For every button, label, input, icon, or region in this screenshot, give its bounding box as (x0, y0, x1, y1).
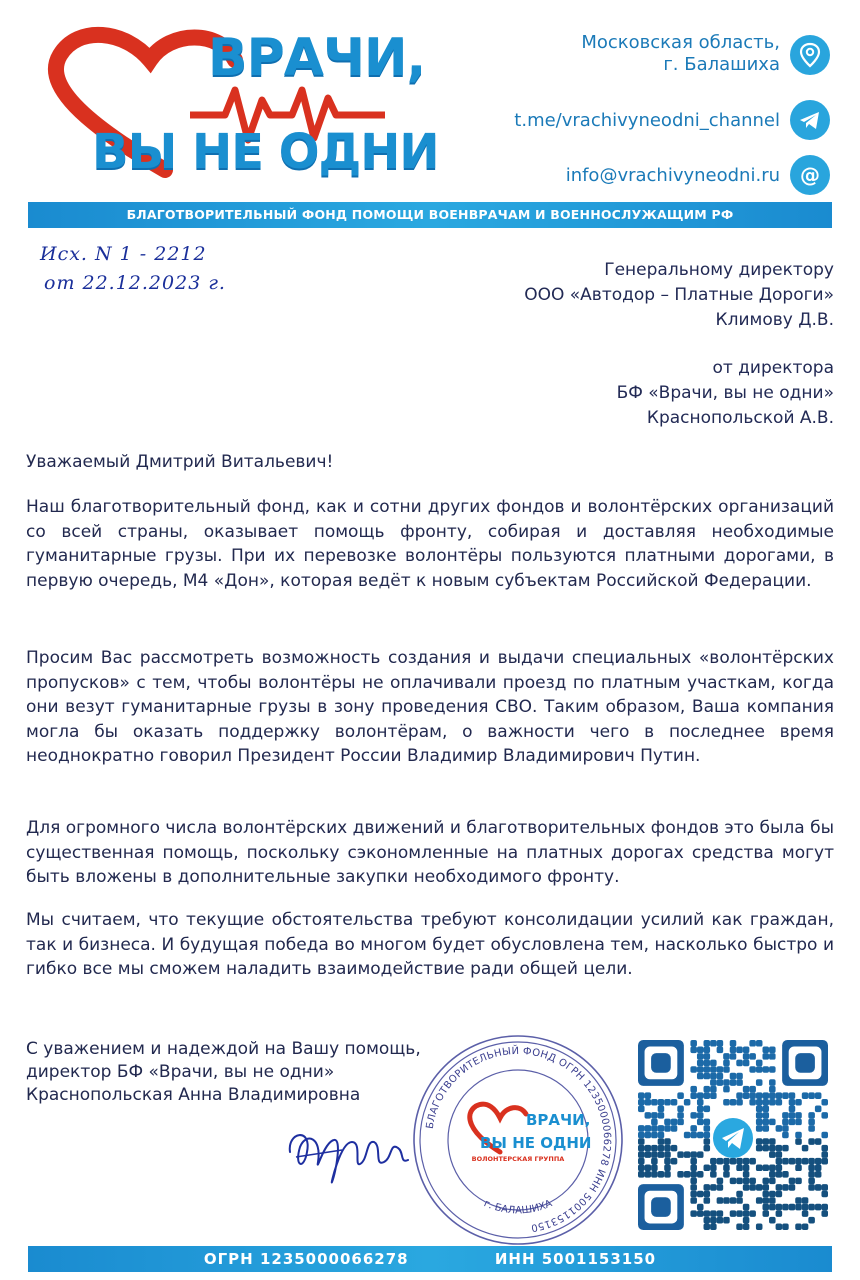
greeting: Уважаемый Дмитрий Витальевич! (26, 452, 334, 472)
qr-code (638, 1040, 828, 1236)
addressee-line: Климову Д.В. (715, 310, 834, 330)
telegram-icon (790, 100, 830, 140)
addressee-line: Генеральному директору (604, 260, 834, 280)
closing-block (26, 1038, 421, 1107)
closing-line: Краснопольская Анна Владимировна (26, 1085, 361, 1105)
contact-telegram-link[interactable]: t.me/vrachivyneodni_channel (514, 110, 780, 131)
contact-address (581, 32, 780, 76)
stamp-ring-text: БЛАГОТВОРИТЕЛЬНЫЙ ФОНД ОГРН 1235000066278 ИНН 5001153150 (424, 1045, 613, 1234)
footer-band (28, 1246, 832, 1272)
paragraph: Для огромного числа волонтёрских движений и благотворительных фондов это была бы существенная помощь, поскольку сэкономленные на платных дорогах средства могут быть вложены в дополнительные закупки необходимого фронту. (26, 818, 834, 887)
handwritten-signature (282, 1112, 412, 1192)
closing-line: директор БФ «Врачи, вы не одни» (26, 1062, 335, 1082)
stamp-subtitle: ВОЛОНТЕРСКАЯ ГРУППА (471, 1155, 565, 1163)
outgoing-number: Исх. N 1 - 2212 (40, 243, 207, 265)
paragraph: Мы считаем, что текущие обстоятельства требуют консолидации усилий как граждан, так и бизнеса. И будущая победа во многом будет обусловлена тем, насколько быстро и гибко все мы сможем наладить взаимодействие ради общей цели. (26, 910, 834, 979)
svg-text:@: @ (800, 163, 820, 187)
stamp-logo-line2: ВЫ НЕ ОДНИ (480, 1134, 592, 1152)
closing-line: С уважением и надеждой на Вашу помощь, (26, 1039, 421, 1059)
stamp-city-text: г. БАЛАШИХА (482, 1198, 554, 1217)
outgoing-date: от 22.12.2023 г. (44, 272, 226, 294)
at-sign-icon (790, 155, 830, 195)
contact-email-link[interactable]: info@vrachivyneodni.ru (565, 165, 780, 186)
sender-line: Краснопольской А.В. (646, 408, 834, 428)
header-band: БЛАГОТВОРИТЕЛЬНЫЙ ФОНД ПОМОЩИ ВОЕНВРАЧАМ И ВОЕННОСЛУЖАЩИМ РФ (28, 202, 832, 228)
sender-line: от директора (712, 358, 834, 378)
organization-stamp (408, 1030, 628, 1250)
sender-line: БФ «Врачи, вы не одни» (616, 383, 834, 403)
paragraph: Просим Вас рассмотреть возможность создания и выдачи специальных «волонтёрских пропусков» с тем, чтобы волонтёры не оплачивали проезд по платным участкам, когда они везут гуманитарные грузы в зону проведения СВО. Таким образом, Ваша компания могла бы оказать поддержку волонтёрам, о важности чего в последнее время неоднократно говорил Президент России Владимир Владимирович Путин. (26, 648, 834, 766)
sender-block (617, 356, 834, 431)
footer-inn: ИНН 5001153150 (494, 1250, 657, 1268)
contact-address-line2: г. Балашиха (663, 54, 780, 75)
addressee-block (524, 258, 834, 333)
paragraph: Наш благотворительный фонд, как и сотни других фондов и волонтёрских организаций со всей страны, оказывает помощь фронту, собирая и доставляя необходимые гуманитарные грузы. При их перевозке волонтёры пользуются платными дорогами, в первую очередь, М4 «Дон», которая ведёт к новым субъектам Российской Федерации. (26, 497, 834, 591)
stamp-logo-line1: ВРАЧИ, (526, 1111, 591, 1129)
footer-ogrn: ОГРН 1235000066278 (203, 1250, 409, 1268)
logo-title-line1: ВРАЧИ, (208, 28, 426, 88)
addressee-line: ООО «Автодор – Платные Дороги» (524, 285, 834, 305)
svg-text:г. БАЛАШИХА (482, 1198, 554, 1216)
logo-title-line2: ВЫ НЕ ОДНИ (92, 124, 439, 180)
location-pin-icon (790, 35, 830, 75)
contact-address-line1: Московская область, (581, 32, 780, 53)
